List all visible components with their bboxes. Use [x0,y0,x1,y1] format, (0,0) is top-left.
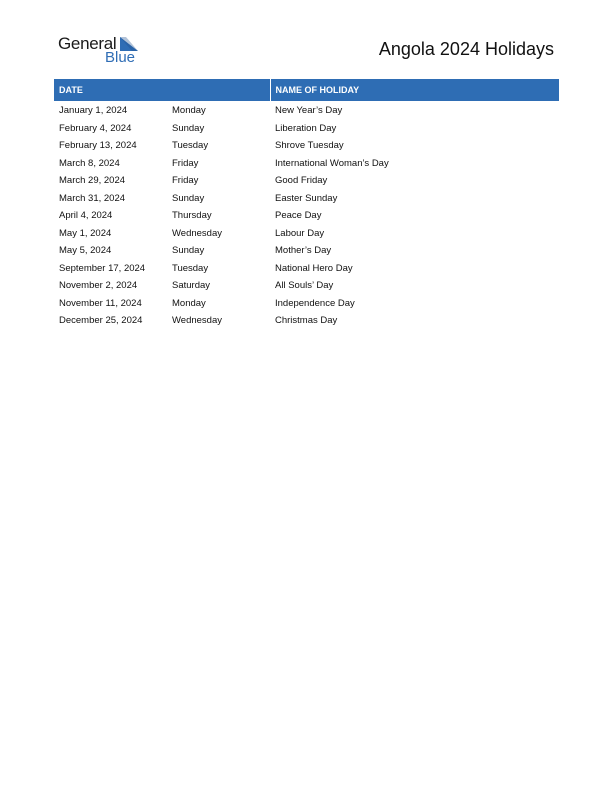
header-holiday-name: NAME OF HOLIDAY [270,79,559,101]
table-row [54,260,559,278]
holiday-name-cell: Independence Day [275,297,355,309]
holiday-date-cell: November 11, 2024 [59,297,142,309]
holiday-date-cell: April 4, 2024 [59,210,113,221]
holiday-weekday-cell: Sunday [172,192,205,204]
header-date: DATE [54,79,270,101]
holiday-date-cell: March 31, 2024 [59,192,126,204]
holiday-weekday-cell: Monday [172,297,206,309]
holiday-date-cell: March 8, 2024 [59,157,120,169]
holiday-name-cell: Good Friday [275,175,328,186]
table-row [54,225,559,243]
holiday-date-cell: December 25, 2024 [59,315,143,326]
generalblue-logo [58,34,148,68]
holiday-weekday-cell: Thursday [172,210,212,221]
table-row [54,137,559,155]
holiday-name-cell: Peace Day [275,210,322,221]
holiday-weekday-cell: Saturday [172,280,211,291]
holiday-name-cell: Christmas Day [275,315,338,326]
table-row [54,190,559,208]
holiday-name-cell: National Hero Day [275,262,353,274]
table-row [54,207,559,225]
table-row [54,172,559,190]
holiday-weekday-cell: Wednesday [172,315,222,326]
page-title: Angola 2024 Holidays [378,39,554,59]
holiday-rows [54,101,559,330]
table-header-row [54,79,559,101]
logo-word-general: General [58,34,117,53]
table-row [54,295,559,313]
holiday-date-cell: February 4, 2024 [59,122,132,134]
holiday-name-cell: Easter Sunday [275,192,338,204]
holiday-date-cell: May 5, 2024 [59,245,112,256]
holiday-name-cell: New Year’s Day [275,105,343,116]
holiday-weekday-cell: Tuesday [172,262,209,274]
holiday-name-cell: Shrove Tuesday [275,140,344,151]
holiday-date-cell: January 1, 2024 [59,105,128,116]
table-row [54,312,559,330]
holiday-date-cell: September 17, 2024 [59,262,146,274]
holiday-weekday-cell: Friday [172,175,199,186]
table-row [54,242,559,260]
holiday-name-cell: Labour Day [275,227,325,239]
holiday-weekday-cell: Sunday [172,122,205,134]
holiday-weekday-cell: Sunday [172,245,205,256]
holiday-date-cell: November 2, 2024 [59,280,138,291]
table-row [54,277,559,295]
holiday-weekday-cell: Monday [172,105,206,116]
holiday-date-cell: February 13, 2024 [59,140,137,151]
holiday-name-cell: Mother’s Day [275,245,332,256]
holiday-name-cell: Liberation Day [275,122,337,134]
holiday-date-cell: May 1, 2024 [59,227,112,239]
holiday-name-cell: All Souls’ Day [275,280,334,291]
table-row [54,101,559,120]
logo-word-blue: Blue [105,49,136,66]
table-row [54,120,559,138]
table-row [54,155,559,173]
holiday-date-cell: March 29, 2024 [59,175,126,186]
holiday-weekday-cell: Friday [172,157,199,169]
holiday-weekday-cell: Wednesday [172,227,222,239]
holiday-name-cell: International Woman’s Day [275,157,389,169]
holidays-table [54,79,559,330]
holiday-weekday-cell: Tuesday [172,140,209,151]
